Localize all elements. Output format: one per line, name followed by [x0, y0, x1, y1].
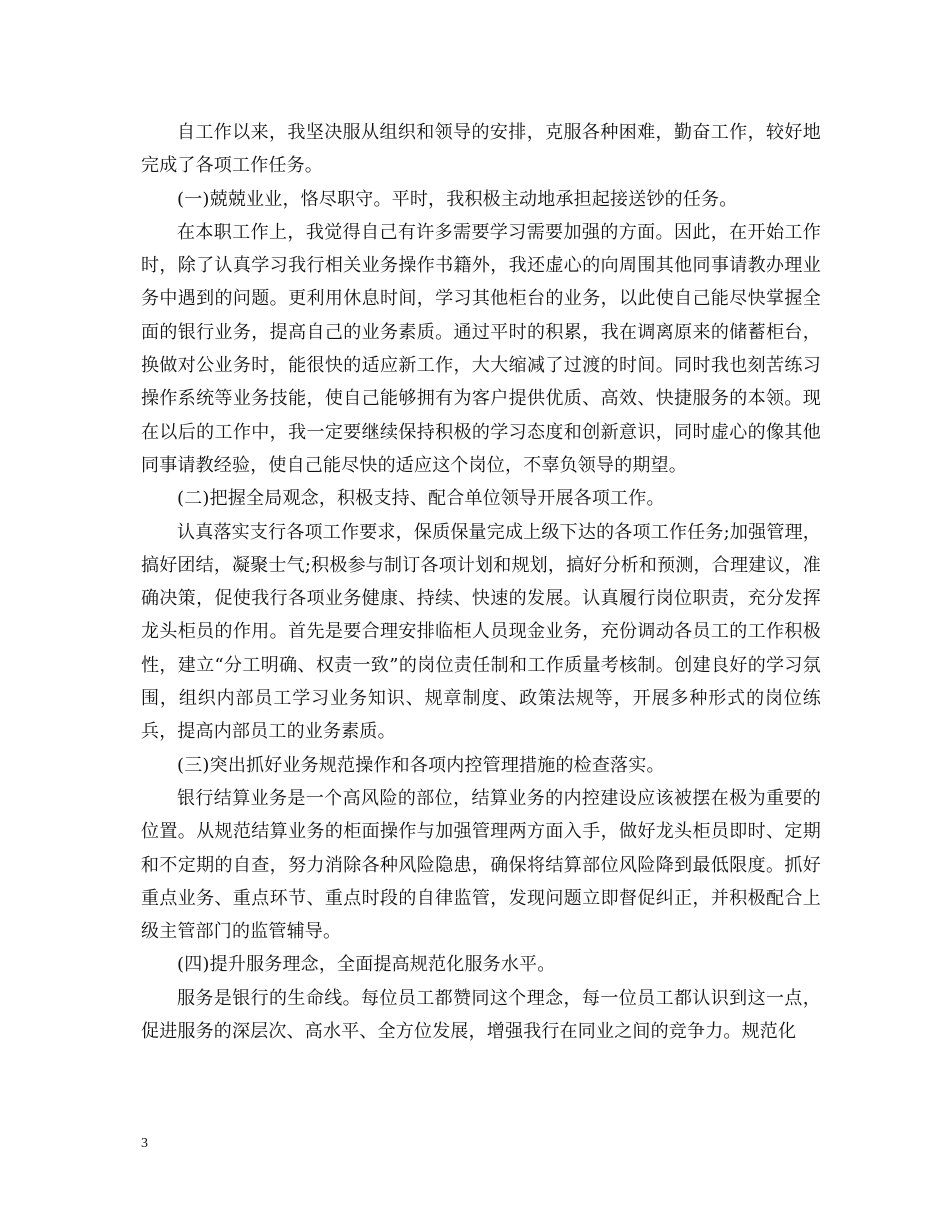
page-number: 3 [141, 1136, 148, 1151]
section-heading-3: (三)突出抓好业务规范操作和各项内控管理措施的检查落实。 [177, 754, 665, 776]
paragraph-1: 在本职工作上，我觉得自己有许多需要学习需要加强的方面。因此，在开始工作时，除了认真学习我行相关业务操作书籍外，我还虚心的向周围其他同事请教办理业务中遇到的问题。更利用休息时间，学习其他柜台的业务，以此使自己能尽快掌握全面的银行业务，提高自己的业务素质。通过平时的积累，我在调离原来的储蓄柜台，换做对公业务时，能很快的适应新工作，大大缩减了过渡的时间。同时我也刻苦练习操作系统等业务技能，使自己能够拥有为客户提供优质、高效、快捷服务的本领。现在以后的工作中，我一定要继续保持积极的学习态度和创新意识，同时虚心的像其他同事请教经验，使自己能尽快的适应这个岗位，不辜负领导的期望。 [141, 221, 821, 476]
section-heading-2: (二)把握全局观念，积极支持、配合单位领导开展各项工作。 [177, 488, 665, 510]
document-body [141, 116, 821, 1048]
section-heading-1: (一)兢兢业业，恪尽职守。平时，我积极主动地承担起接送钞的任务。 [177, 188, 738, 210]
paragraph-intro: 自工作以来，我坚决服从组织和领导的安排，克服各种困难，勤奋工作，较好地完成了各项工作任务。 [141, 122, 821, 177]
paragraph-3: 银行结算业务是一个高风险的部位，结算业务的内控建设应该被摆在极为重要的位置。从规范结算业务的柜面操作与加强管理两方面入手，做好龙头柜员即时、定期和不定期的自查，努力消除各种风险隐患，确保将结算部位风险降到最低限度。抓好重点业务、重点环节、重点时段的自律监管，发现问题立即督促纠正，并积极配合上级主管部门的监管辅导。 [141, 787, 821, 943]
paragraph-4: 服务是银行的生命线。每位员工都赞同这个理念，每一位员工都认识到这一点，促进服务的深层次、高水平、全方位发展，增强我行在同业之间的竞争力。规范化 [141, 987, 821, 1043]
section-heading-4: (四)提升服务理念，全面提高规范化服务水平。 [177, 954, 556, 976]
paragraph-2: 认真落实支行各项工作要求，保质保量完成上级下达的各项工作任务;加强管理，搞好团结，凝聚士气;积极参与制订各项计划和规划，搞好分析和预测，合理建议，准确决策，促使我行各项业务健康、持续、快速的发展。认真履行岗位职责，充分发挥龙头柜员的作用。首先是要合理安排临柜人员现金业务，充份调动各员工的工作积极性，建立“分工明确、权责一致”的岗位责任制和工作质量考核制。创建良好的学习氛围，组织内部员工学习业务知识、规章制度、政策法规等，开展多种形式的岗位练兵，提高内部员工的业务素质。 [141, 521, 821, 743]
